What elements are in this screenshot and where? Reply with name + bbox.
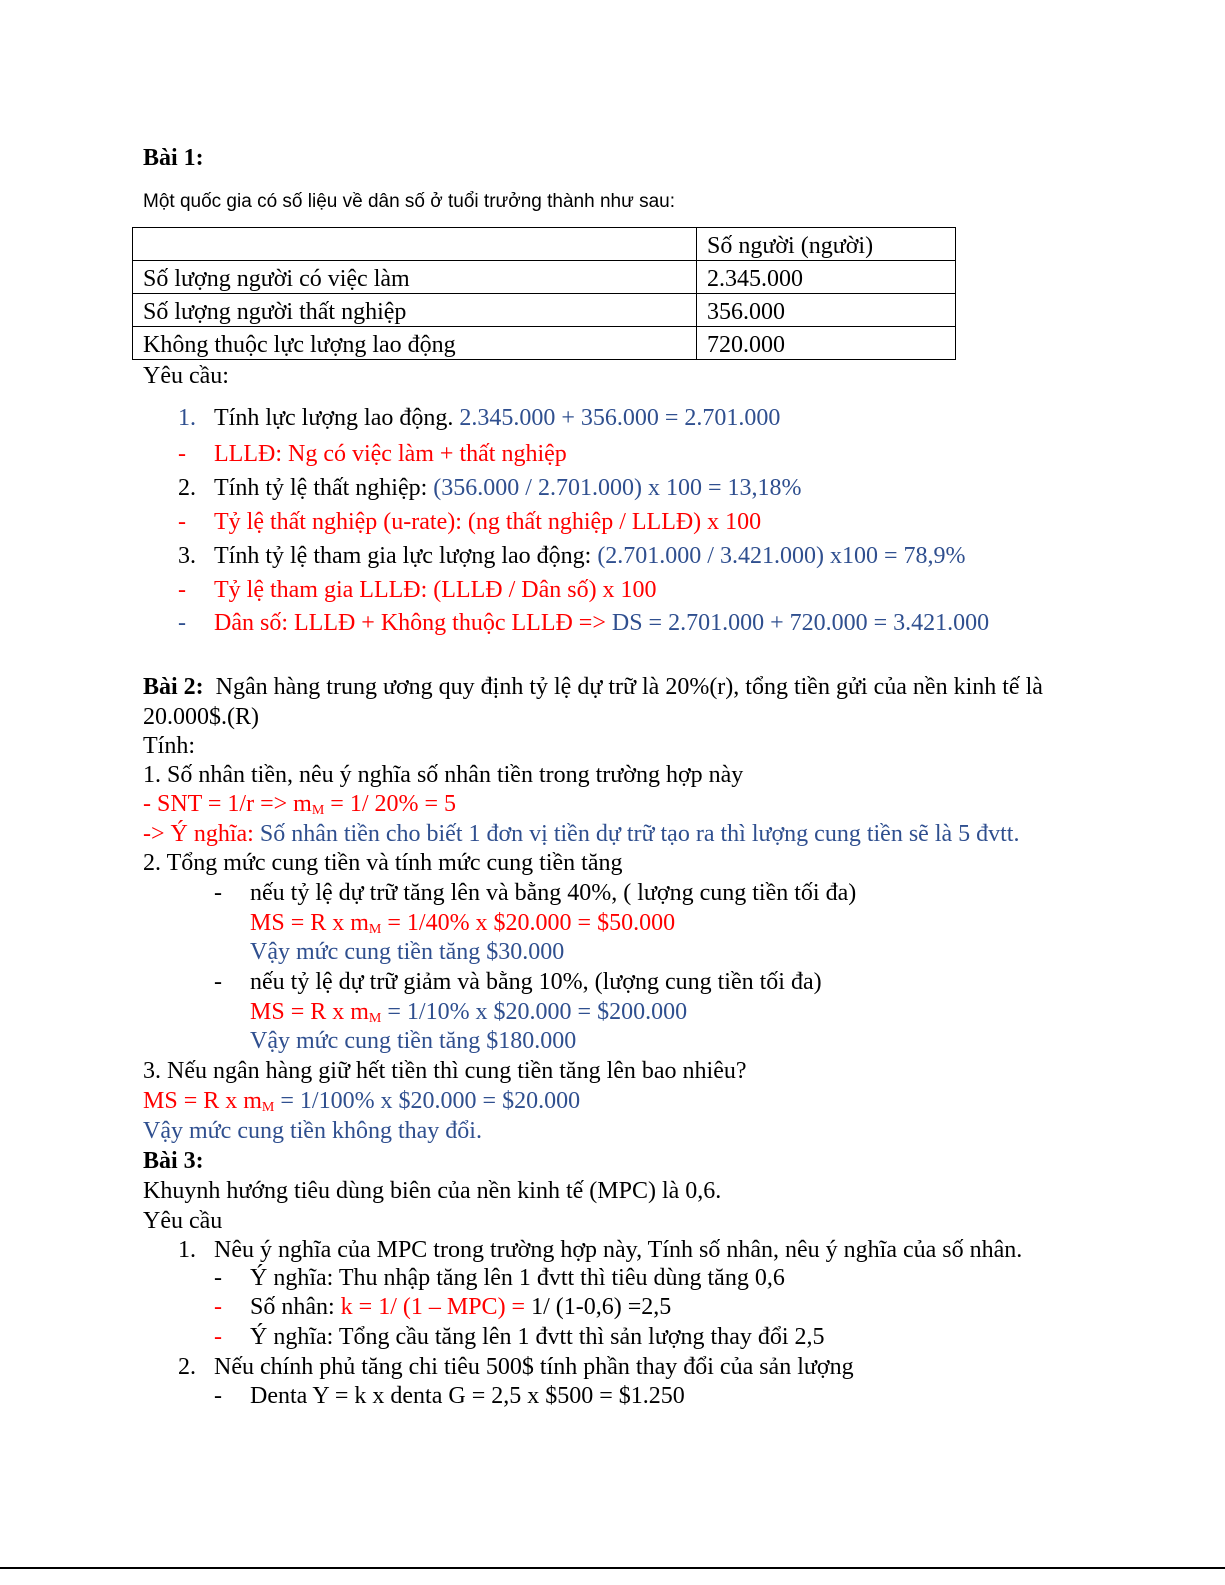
table-cell: 356.000 (697, 294, 956, 327)
answer-text: (356.000 / 2.701.000) x 100 = 13,18% (433, 475, 802, 501)
multiplier-label: Số nhân: (250, 1294, 335, 1320)
bai2-q2: 2. Tổng mức cung tiền và tính mức cung tiền tăng (143, 850, 623, 876)
bai1-intro: Một quốc gia có số liệu về dân số ở tuổi trưởng thành như sau: (143, 191, 675, 212)
bai3-intro: Khuynh hướng tiêu dùng biên của nền kinh tế (MPC) là 0,6. (143, 1178, 722, 1204)
formula-blue: = 1/100% x $20.000 = $20.000 (274, 1088, 581, 1114)
table-header-cell (133, 228, 697, 261)
table-row (133, 261, 956, 294)
question-text: Tính tỷ lệ tham gia lực lượng lao động: (214, 543, 592, 569)
bai1-note-3: Tỷ lệ tham gia LLLĐ: (LLLĐ / Dân số) x 100 (214, 577, 657, 603)
bai1-q3 (214, 542, 966, 570)
bai3-a4: Denta Y = k x denta G = 2,5 x $500 = $1.250 (250, 1383, 685, 1409)
bai2-case2: nếu tỷ lệ dự trữ giảm và bằng 10%, (lượng cung tiền tối đa) (250, 969, 822, 995)
formula-red: MS = R x m (250, 999, 369, 1025)
bai3-q1: Nêu ý nghĩa của MPC trong trường hợp này, Tính số nhân, nêu ý nghĩa của số nhân. (214, 1237, 1023, 1263)
table-cell: Số lượng người thất nghiệp (133, 294, 697, 327)
bai2-tinh: Tính: (143, 733, 195, 759)
formula-red: MS = R x m (143, 1088, 262, 1114)
bai2-case2-ms (250, 998, 687, 1026)
labor-table (132, 227, 956, 360)
page-bottom-rule (0, 1567, 1225, 1569)
bai3-a1: Ý nghĩa: Thu nhập tăng lên 1 đvtt thì tiêu dùng tăng 0,6 (250, 1265, 785, 1291)
bai2-line2: 20.000$.(R) (143, 704, 259, 730)
answer-dash: - (214, 1383, 222, 1409)
question-text: Tính tỷ lệ thất nghiệp: (214, 475, 428, 501)
bai3-a3: Ý nghĩa: Tổng cầu tăng lên 1 đvtt thì sản lượng thay đổi 2,5 (250, 1324, 825, 1350)
formula-red: = 1/ 20% = 5 (324, 791, 457, 817)
case-dash: - (214, 880, 222, 906)
table-cell: 2.345.000 (697, 261, 956, 294)
bai2-snt (143, 790, 456, 818)
bai1-heading: Bài 1: (143, 145, 204, 171)
formula-black: 1/ (1-0,6) =2,5 (525, 1294, 672, 1320)
note-text: Dân số: LLLĐ + Không thuộc LLLĐ => (214, 610, 606, 636)
bai2-q1: 1. Số nhân tiền, nêu ý nghĩa số nhân tiền trong trường hợp này (143, 762, 744, 788)
note-dash: - (178, 441, 186, 467)
answer-dash: - (214, 1324, 222, 1350)
answer-text: 2.345.000 + 356.000 = 2.701.000 (459, 405, 781, 431)
bai3-q1-number: 1. (178, 1237, 196, 1263)
subscript: M (311, 803, 325, 818)
table-header-cell: Số người (người) (697, 228, 956, 261)
meaning-text: Số nhân tiền cho biết 1 đơn vị tiền dự trữ tạo ra thì lượng cung tiền sẽ là 5 đvtt. (253, 821, 1020, 847)
bai2-case1-result: Vậy mức cung tiền tăng $30.000 (250, 939, 565, 965)
answer-dash: - (214, 1294, 222, 1320)
subscript: M (261, 1100, 275, 1115)
subscript: M (368, 1011, 382, 1026)
bai1-note-2: Tỷ lệ thất nghiệp (u-rate): (ng thất nghiệp / LLLĐ) x 100 (214, 509, 762, 535)
bai1-q1-number: 1. (178, 405, 196, 431)
bai2-case1-ms (250, 909, 675, 937)
bai2-ms3 (143, 1087, 580, 1115)
bai3-q2-number: 2. (178, 1354, 196, 1380)
formula-red: MS = R x m (250, 910, 369, 936)
table-row (133, 294, 956, 327)
bai3-a2 (250, 1293, 671, 1321)
bai2-y-nghia (143, 820, 1019, 848)
bai3-heading: Bài 3: (143, 1148, 204, 1174)
answer-text: (2.701.000 / 3.421.000) x100 = 78,9% (597, 543, 966, 569)
note-dash: - (178, 577, 186, 603)
bai1-note-4 (214, 609, 989, 637)
case-dash: - (214, 969, 222, 995)
bai3-q2: Nếu chính phủ tăng chi tiêu 500$ tính phần thay đổi của sản lượng (214, 1354, 854, 1380)
table-cell: 720.000 (697, 327, 956, 360)
bai2-case2-result: Vậy mức cung tiền tăng $180.000 (250, 1028, 577, 1054)
formula-red: k = 1/ (1 – MPC) = (340, 1294, 526, 1320)
meaning-label: -> Ý nghĩa: (143, 821, 254, 847)
note-dash: - (178, 610, 186, 636)
table-header-row (133, 228, 956, 261)
bai1-yeu-cau: Yêu cầu: (143, 363, 229, 389)
bai3-yeu-cau: Yêu cầu (143, 1208, 223, 1234)
bai2-result3: Vậy mức cung tiền không thay đổi. (143, 1118, 482, 1144)
table-cell: Không thuộc lực lượng lao động (133, 327, 697, 360)
answer-text: DS = 2.701.000 + 720.000 = 3.421.000 (611, 610, 990, 636)
bai2-intro: Ngân hàng trung ương quy định tỷ lệ dự trữ là 20%(r), tổng tiền gửi của nền kinh tế là (215, 674, 1043, 700)
bai2-heading: Bài 2: (143, 674, 204, 700)
bai2-q3: 3. Nếu ngân hàng giữ hết tiền thì cung tiền tăng lên bao nhiêu? (143, 1058, 747, 1084)
subscript: M (368, 922, 382, 937)
formula-red: = 1/40% x $20.000 = $50.000 (381, 910, 676, 936)
question-text: Tính lực lượng lao động. (214, 405, 454, 431)
bai1-q2 (214, 474, 801, 502)
formula-red: - SNT = 1/r => m (143, 791, 312, 817)
bai1-note-1: LLLĐ: Ng có việc làm + thất nghiệp (214, 441, 567, 467)
note-dash: - (178, 509, 186, 535)
answer-dash: - (214, 1265, 222, 1291)
bai2-case1: nếu tỷ lệ dự trữ tăng lên và bằng 40%, ( lượng cung tiền tối đa) (250, 880, 857, 906)
table-row (133, 327, 956, 360)
table-cell: Số lượng người có việc làm (133, 261, 697, 294)
formula-blue: = 1/10% x $20.000 = $200.000 (381, 999, 688, 1025)
bai1-q3-number: 3. (178, 543, 196, 569)
bai2-line1 (143, 673, 1043, 701)
bai1-q1 (214, 404, 780, 432)
bai1-q2-number: 2. (178, 475, 196, 501)
